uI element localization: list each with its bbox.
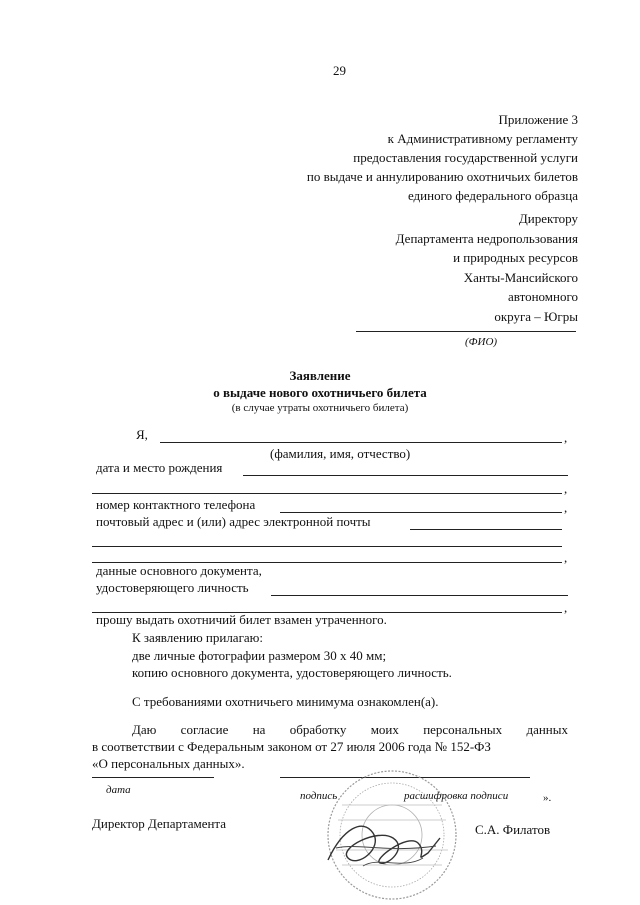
- comma: ,: [564, 600, 568, 615]
- addressee-line4: Ханты-Мансийского: [463, 269, 578, 285]
- doc-label-1: данные основного документа,: [96, 563, 262, 578]
- signature-decode-label: расшифровка подписи: [404, 790, 509, 802]
- consent-word: персональных: [423, 722, 503, 737]
- address-input-line-1[interactable]: [410, 529, 562, 530]
- addressee-block: [396, 209, 578, 326]
- comma: ,: [564, 481, 568, 496]
- acknowledge-text: С требованиями охотничьего минимума ознакомлен(а).: [132, 694, 439, 709]
- end-mark: ».: [543, 792, 552, 804]
- consent-word: согласие: [180, 722, 229, 737]
- consent-word: на: [252, 722, 266, 737]
- appendix-line4: по выдаче и аннулированию охотничьих билетов: [306, 169, 578, 184]
- consent-word: обработку: [289, 722, 347, 737]
- comma: ,: [564, 550, 568, 565]
- doc-label-2: удостоверяющего личность: [96, 580, 249, 595]
- consent-word: данных: [526, 722, 568, 737]
- consent-word: моих: [370, 722, 399, 737]
- appendix-line1: Приложение 3: [498, 112, 578, 127]
- i-label: Я,: [136, 427, 148, 442]
- date-input-line[interactable]: [92, 777, 214, 778]
- addressee-line2: Департамента недропользования: [395, 230, 578, 246]
- appendix-line5: единого федерального образца: [407, 188, 578, 203]
- address-label: почтовый адрес и (или) адрес электронной почты: [96, 514, 371, 529]
- consent-line-3: «О персональных данных».: [92, 756, 245, 771]
- comma: ,: [564, 430, 568, 445]
- phone-label: номер контактного телефона: [96, 497, 256, 512]
- doc-input-line-1[interactable]: [271, 595, 568, 596]
- document-title: Заявление: [289, 368, 351, 383]
- appendix-line2: к Административному регламенту: [387, 131, 578, 146]
- signature-label: подпись: [300, 790, 338, 802]
- appendix-line3: предоставления государственной услуги: [353, 150, 578, 165]
- fio-hint: (фамилия, имя, отчество): [270, 446, 411, 461]
- comma: ,: [564, 500, 568, 515]
- addressee-line5: автономного: [508, 289, 578, 304]
- request-text: прошу выдать охотничий билет взамен утраченного.: [96, 612, 387, 627]
- address-input-line-2[interactable]: [92, 546, 562, 547]
- consent-line-1: [132, 722, 568, 738]
- birth-label: дата и место рождения: [96, 460, 223, 475]
- birth-input-line-2[interactable]: [92, 493, 562, 494]
- appendix-block: [307, 110, 578, 205]
- addressee-line3: и природных ресурсов: [453, 250, 578, 265]
- fio-addressee-label: (ФИО): [465, 336, 498, 348]
- footer-name: С.А. Филатов: [475, 822, 551, 837]
- addressee-line1: Директору: [518, 211, 578, 226]
- signature-scribble: [318, 808, 448, 878]
- attach-item-2: копию основного документа, удостоверяющего личность.: [132, 665, 452, 680]
- birth-input-line-1[interactable]: [243, 475, 568, 476]
- page-number: 29: [333, 63, 346, 78]
- fio-input-line[interactable]: [160, 442, 562, 443]
- consent-word: Даю: [132, 722, 157, 737]
- consent-line-2: в соответствии с Федеральным законом от 27 июля 2006 года № 152-ФЗ: [92, 739, 491, 754]
- attach-intro: К заявлению прилагаю:: [132, 630, 264, 645]
- date-label: дата: [106, 784, 131, 796]
- document-note: (в случае утраты охотничьего билета): [231, 402, 409, 414]
- document-subtitle: о выдаче нового охотничьего билета: [213, 385, 427, 400]
- footer-position: Директор Департамента: [92, 816, 227, 831]
- fio-addressee-line[interactable]: [356, 331, 576, 332]
- attach-item-1: две личные фотографии размером 30 х 40 мм;: [132, 648, 387, 663]
- phone-input-line[interactable]: [280, 512, 562, 513]
- addressee-line6: округа – Югры: [494, 308, 578, 324]
